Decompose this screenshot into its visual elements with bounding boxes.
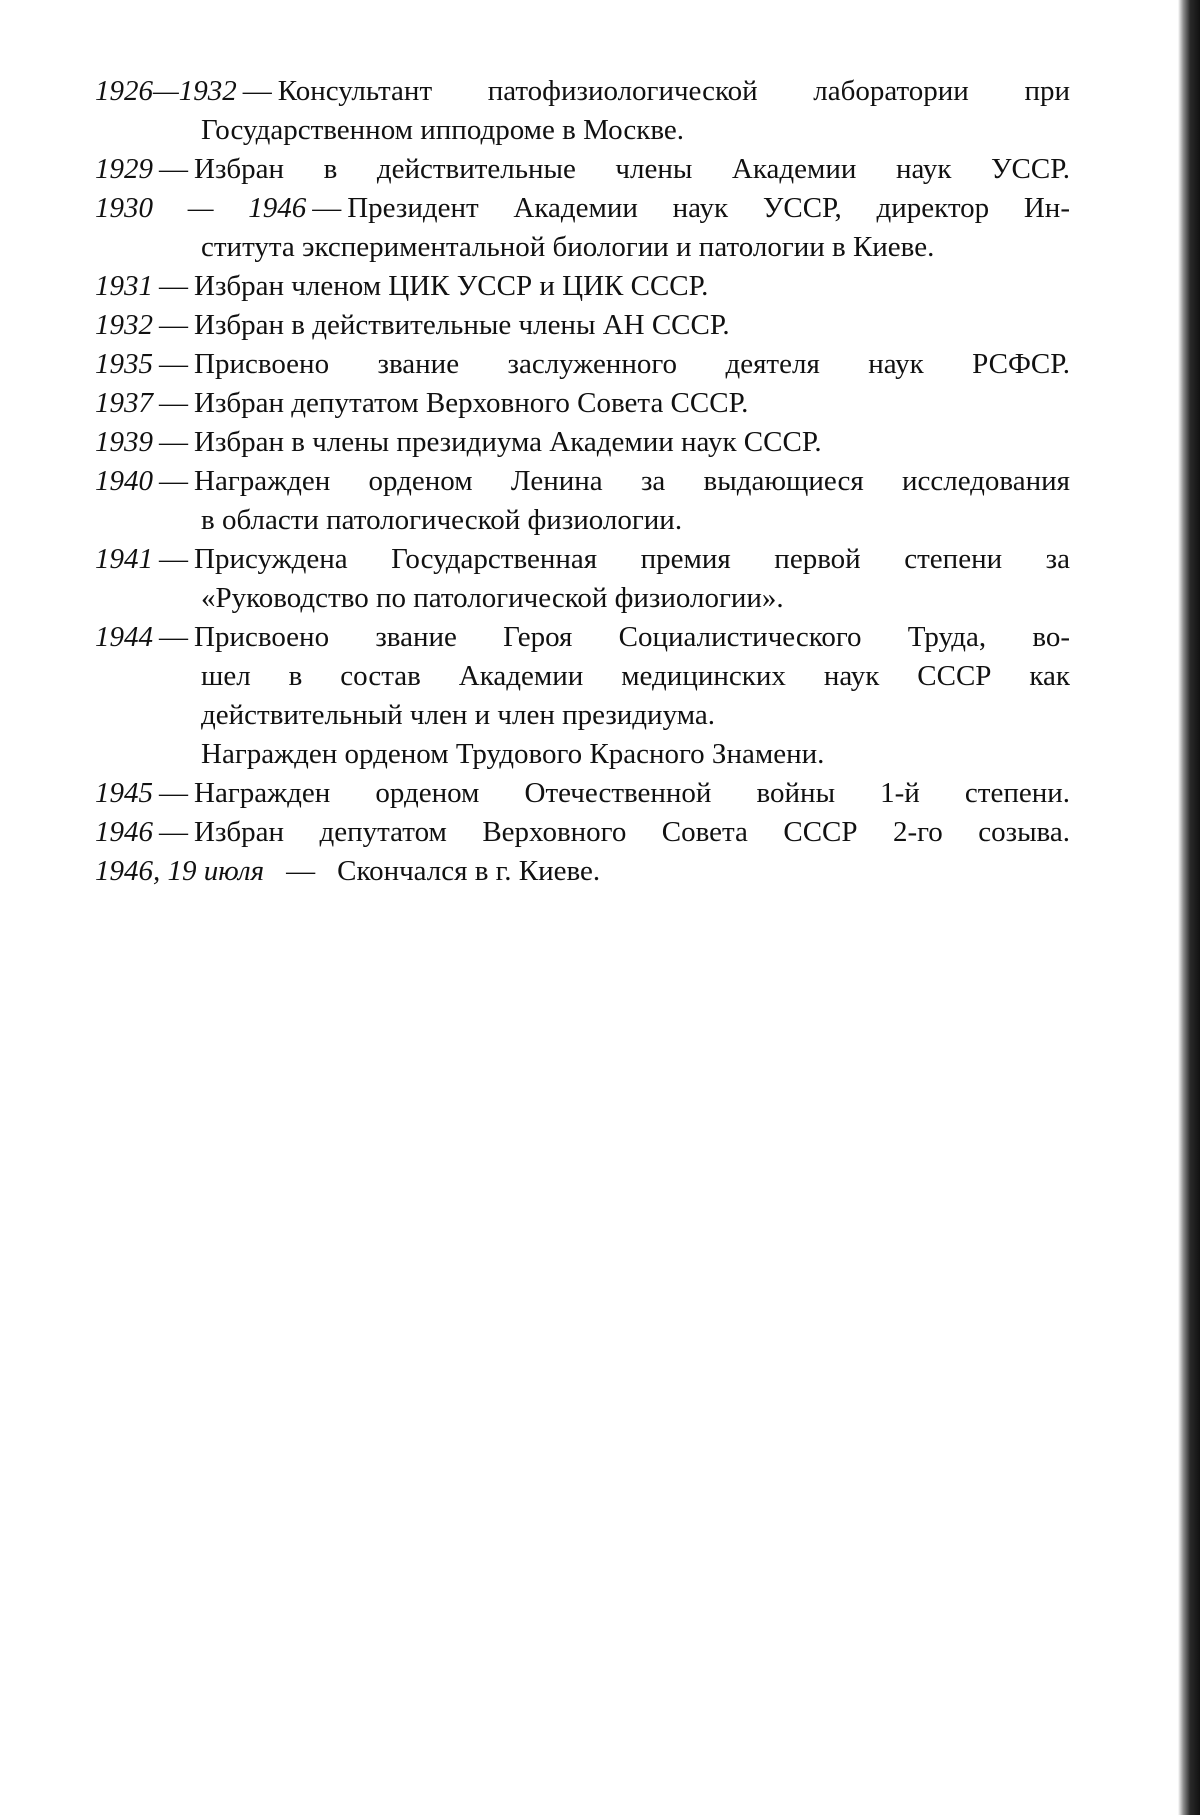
- entry-date: 1941: [95, 543, 153, 575]
- entry-first-line: [95, 150, 1070, 189]
- entry-dash: —: [286, 855, 315, 887]
- entry-date: 1946: [95, 816, 153, 848]
- page-scan-edge: [1178, 0, 1200, 1815]
- entry-first-line: [95, 345, 1070, 384]
- entry-dash: —: [159, 426, 188, 458]
- entry-continuation: Государственном ипподроме в Москве.: [95, 111, 1070, 150]
- entry-dash: —: [159, 153, 188, 185]
- entry-text: Президент Академии наук УССР, директор Ин-: [347, 192, 1070, 224]
- chronology-entry: [95, 384, 1070, 423]
- entry-dash: —: [159, 270, 188, 302]
- entry-text: Награжден орденом Ленина за выдающиеся исследования: [194, 465, 1070, 497]
- chronology-entry: [95, 540, 1070, 618]
- entry-dash: —: [159, 348, 188, 380]
- entry-text: Избран в члены президиума Академии наук СССР.: [194, 426, 822, 458]
- chronology-entry: [95, 462, 1070, 540]
- entry-date: 1939: [95, 426, 153, 458]
- entry-date: 1930 — 1946: [95, 192, 306, 224]
- entry-date: 1946, 19 июля: [95, 855, 264, 887]
- entry-dash: —: [243, 75, 272, 107]
- entry-dash: —: [159, 309, 188, 341]
- entry-continuation: в области патологической физиологии.: [95, 501, 1070, 540]
- chronology-entry: [95, 852, 1070, 891]
- entry-continuation: шел в состав Академии медицинских наук СССР как: [95, 657, 1070, 696]
- chronology-entry: [95, 72, 1070, 150]
- entry-dash: —: [159, 621, 188, 653]
- entry-dash: —: [159, 465, 188, 497]
- entry-first-line: [95, 189, 1070, 228]
- entry-continuation: ститута экспериментальной биологии и патологии в Киеве.: [95, 228, 1070, 267]
- entry-first-line: [95, 423, 1070, 462]
- entry-date: 1945: [95, 777, 153, 809]
- entry-date: 1944: [95, 621, 153, 653]
- entry-continuation: Награжден орденом Трудового Красного Знамени.: [95, 735, 1070, 774]
- chronology-entry: [95, 189, 1070, 267]
- entry-continuation: действительный член и член президиума.: [95, 696, 1070, 735]
- entry-first-line: [95, 774, 1070, 813]
- entry-text: Избран членом ЦИК УССР и ЦИК СССР.: [194, 270, 708, 302]
- entry-text: Избран в действительные члены Академии наук УССР.: [194, 153, 1070, 185]
- entry-first-line: [95, 540, 1070, 579]
- entry-text: Избран депутатом Верховного Совета СССР 2-го созыва.: [194, 816, 1070, 848]
- chronology-entry: [95, 618, 1070, 774]
- entry-first-line: [95, 462, 1070, 501]
- entry-dash: —: [159, 777, 188, 809]
- entry-date: 1935: [95, 348, 153, 380]
- entry-dash: —: [159, 387, 188, 419]
- chronology-entry: [95, 423, 1070, 462]
- entry-date: 1931: [95, 270, 153, 302]
- entry-text: Избран в действительные члены АН СССР.: [194, 309, 730, 341]
- entry-first-line: [95, 384, 1070, 423]
- chronology-entry: [95, 774, 1070, 813]
- entry-text: Присуждена Государственная премия первой степени за: [194, 543, 1070, 575]
- entry-text: Присвоено звание заслуженного деятеля наук РСФСР.: [194, 348, 1070, 380]
- document-page: [0, 0, 1200, 1815]
- entry-first-line: [95, 852, 1070, 891]
- entry-dash: —: [312, 192, 341, 224]
- entry-text: Избран депутатом Верховного Совета СССР.: [194, 387, 748, 419]
- entry-date: 1932: [95, 309, 153, 341]
- entry-text: Присвоено звание Героя Социалистического Труда, во-: [194, 621, 1070, 653]
- entry-continuation: «Руководство по патологической физиологии».: [95, 579, 1070, 618]
- entry-text: Скончался в г. Киеве.: [337, 855, 600, 887]
- entry-first-line: [95, 618, 1070, 657]
- chronology-entry: [95, 306, 1070, 345]
- chronology-entry: [95, 150, 1070, 189]
- entry-dash: —: [159, 816, 188, 848]
- entry-first-line: [95, 72, 1070, 111]
- entry-dash: —: [159, 543, 188, 575]
- chronology-entry: [95, 813, 1070, 852]
- entry-first-line: [95, 306, 1070, 345]
- entry-first-line: [95, 267, 1070, 306]
- entry-first-line: [95, 813, 1070, 852]
- entry-date: 1937: [95, 387, 153, 419]
- chronology-list: [95, 72, 1070, 891]
- chronology-entry: [95, 267, 1070, 306]
- entry-date: 1929: [95, 153, 153, 185]
- entry-text: Награжден орденом Отечественной войны 1-й степени.: [194, 777, 1070, 809]
- chronology-entry: [95, 345, 1070, 384]
- entry-date: 1940: [95, 465, 153, 497]
- entry-text: Консультант патофизиологической лаборатории при: [278, 75, 1070, 107]
- entry-date: 1926—1932: [95, 75, 237, 107]
